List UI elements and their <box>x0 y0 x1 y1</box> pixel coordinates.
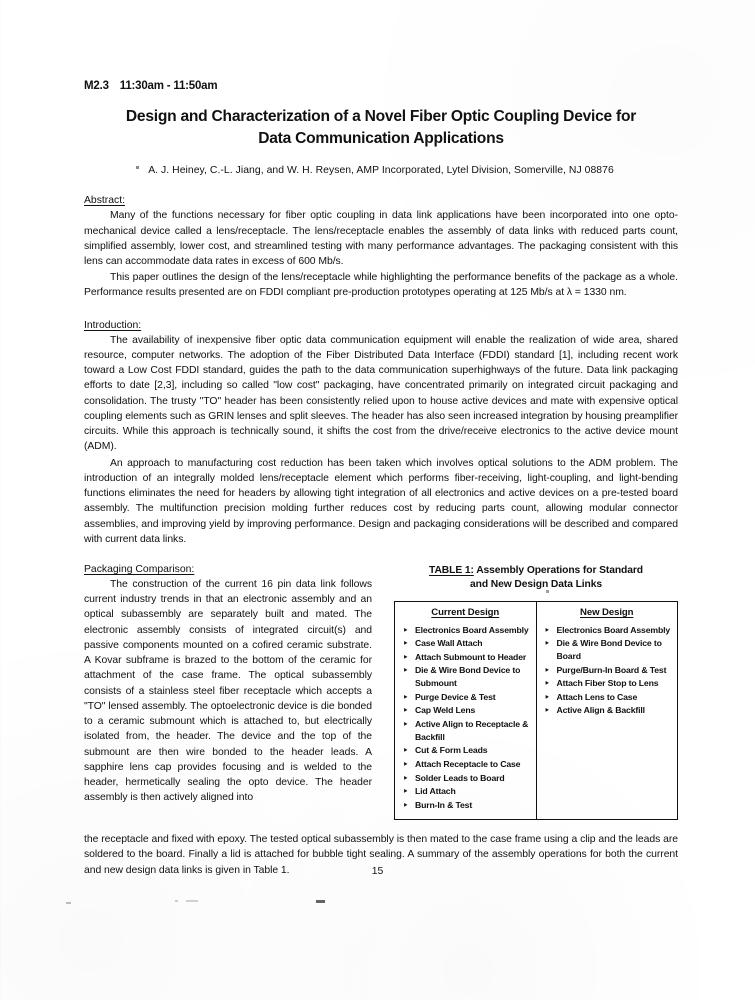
list-item <box>402 744 531 757</box>
bullet-icon: ‣ <box>403 799 408 810</box>
table1-current-design-cell <box>395 601 537 820</box>
list-item <box>402 772 531 785</box>
scan-artifact <box>136 166 139 169</box>
scan-artifact <box>546 590 549 593</box>
list-item-label: Cap Weld Lens <box>415 705 476 716</box>
list-item <box>544 704 673 717</box>
list-item-label: Active Align & Backfill <box>556 705 645 716</box>
author-affiliation-line: A. J. Heiney, C.-L. Jiang, and W. H. Reysen, AMP Incorporated, Lytel Division, Somerville, NJ 08876 <box>148 165 614 177</box>
table1-current-design-list <box>398 624 533 812</box>
table1-caption-line-1: Assembly Operations for Standard <box>476 564 643 576</box>
list-item-label: Solder Leads to Board <box>415 772 505 783</box>
list-item <box>402 691 531 704</box>
bullet-icon: ‣ <box>403 745 408 756</box>
introduction-paragraph-2: An approach to manufacturing cost reduction has been taken which involves optical solutions to the ADM problem. The introduction of an integrally molded lens/receptacle element which performs fiber-receiving, light-coupling, and light-bending functions eliminates the need for headers by allowing tight integration of all electronics and active devices on a pre-tested board assembly. The multifunction precision molding further reduces cost by reducing parts count, allowing modular connector assemblies, and improving yield by improving performance. Design and packaging considerations will be described and compared with current data links. <box>84 457 678 545</box>
bullet-icon: ‣ <box>544 705 550 716</box>
list-item-label: Case Wall Attach <box>415 638 483 649</box>
list-item-label: Attach Lens to Case <box>556 691 638 702</box>
bullet-icon: ‣ <box>403 772 408 783</box>
table1-assembly-operations <box>394 601 678 821</box>
page-title <box>84 106 678 150</box>
scan-artifact <box>186 900 198 902</box>
abstract-paragraph-1: Many of the functions necessary for fiber optic coupling in data link applications have been incorporated into one opto-mechanical device called a lens/receptacle. The lens/receptacle enables the assembly of data links with reduced parts count, simplified assembly, lower cost, and streamlined testing with many performance advantages. The packaging consistent with this lens can accommodate data rates in excess of 600 Mb/s. <box>84 210 678 267</box>
table-row <box>395 601 678 820</box>
list-item <box>402 637 531 650</box>
session-time: 11:30am - 11:50am <box>119 80 218 92</box>
list-item <box>402 758 531 771</box>
bullet-icon: ‣ <box>544 664 550 675</box>
list-item <box>544 637 673 663</box>
bullet-icon: ‣ <box>544 638 550 649</box>
list-item-label: Purge/Burn-In Board & Test <box>556 664 667 675</box>
list-item-label: Cut & Form Leads <box>415 745 488 756</box>
abstract-paragraph-2: This paper outlines the design of the lens/receptacle while highlighting the performance benefits of the package as a whole. Performance results presented are on FDDI compliant pre-production prototypes operating at 125 Mb/s at λ = 1330 nm. <box>84 272 678 299</box>
list-item-label: Attach Fiber Stop to Lens <box>556 678 659 689</box>
packaging-comparison-text-column <box>84 564 372 806</box>
packaging-comparison-columns <box>84 564 678 820</box>
table1-new-design-list <box>540 624 675 718</box>
list-item <box>402 799 531 812</box>
table1-new-design-cell <box>536 601 678 820</box>
introduction-heading: Introduction: <box>84 319 142 331</box>
table1-caption-label: TABLE 1: <box>429 564 474 576</box>
table1-current-design-header: Current Design <box>431 606 500 618</box>
list-item-label: Burn-In & Test <box>415 799 473 810</box>
list-item <box>402 624 531 637</box>
bullet-icon: ‣ <box>403 705 408 716</box>
session-line <box>84 80 678 92</box>
bullet-icon: ‣ <box>403 665 408 676</box>
bullet-icon: ‣ <box>403 638 408 649</box>
list-item-label: Die & Wire Bond Device to Submount <box>415 665 521 689</box>
scan-artifact <box>175 900 178 902</box>
packaging-comparison-heading: Packaging Comparison: <box>84 563 195 575</box>
page-content <box>84 0 678 878</box>
title-line-1: Design and Characterization of a Novel Fiber Optic Coupling Device for <box>125 108 637 125</box>
bullet-icon: ‣ <box>403 651 408 662</box>
list-item <box>402 704 531 717</box>
table1-column <box>394 564 678 820</box>
list-item <box>402 785 531 798</box>
bullet-icon: ‣ <box>403 691 408 702</box>
list-item <box>402 718 531 744</box>
scan-artifact <box>66 902 71 904</box>
session-id: M2.3 <box>84 80 109 92</box>
packaging-comparison-paragraph-1: The construction of the current 16 pin data link follows current industry trends in that an electronic assembly and an optical subassembly are separately built and mated. The electronic assembly consists of integrated circuit(s) and passive components mounted on a cofired ceramic substrate. A Kovar subframe is brazed to the bottom of the ceramic for attachment of the case frame. The optical subassembly consists of a stainless steel fiber receptacle which accepts a "TO" lensed assembly. The optoelectronic device is die bonded to a ceramic submount which is attached to, but electrically isolated from, the header. The device and the top of the submount are then wire bonded to the header leads. A sapphire lens cap provides focusing and is welded to the header, hermetically sealing the opto device. The header assembly is then actively aligned into <box>84 578 372 804</box>
bullet-icon: ‣ <box>403 786 408 797</box>
list-item <box>544 677 673 690</box>
list-item-label: Lid Attach <box>415 786 456 797</box>
bullet-icon: ‣ <box>544 624 550 635</box>
page-number: 15 <box>371 866 384 877</box>
list-item-label: Electronics Board Assembly <box>415 624 529 635</box>
scan-artifact <box>316 900 325 903</box>
bullet-icon: ‣ <box>544 678 550 689</box>
list-item <box>402 664 531 690</box>
list-item-label: Attach Receptacle to Case <box>415 759 521 770</box>
bullet-icon: ‣ <box>403 759 408 770</box>
list-item <box>402 651 531 664</box>
list-item <box>544 691 673 704</box>
table1-caption <box>394 564 678 592</box>
introduction-paragraph-1: The availability of inexpensive fiber optic data communication equipment will enable the realization of wide area, shared resource, computer networks. The adoption of the Fiber Distributed Data Interface (FDDI) standard [1], including recent work toward a Low Cost FDDI standard, guides the path to the data communication superhighways of the future. Data link packaging efforts to date [2,3], including so called "low cost" packaging, have concentrated primarily on integrated circuit packaging and consolidation. The trusty "TO" header has been consistently relied upon to house active devices and mate with expensive optical coupling elements such as GRIN lenses and split sleeves. The header has also seen increased integration by housing preamplifier circuits. While this approach is technically sound, it shifts the cost from the drive/receive electronics to the active device mount (ADM). <box>84 334 678 453</box>
bullet-icon: ‣ <box>544 691 550 702</box>
list-item <box>544 624 673 637</box>
list-item-label: Active Align to Receptacle & Backfill <box>415 718 529 742</box>
bullet-icon: ‣ <box>403 718 408 729</box>
bullet-icon: ‣ <box>403 624 408 635</box>
list-item <box>544 664 673 677</box>
title-line-2: Data Communication Applications <box>258 130 504 148</box>
list-item-label: Electronics Board Assembly <box>556 624 671 635</box>
list-item-label: Attach Submount to Header <box>415 651 527 662</box>
table1-new-design-header: New Design <box>580 606 634 618</box>
list-item-label: Purge Device & Test <box>415 691 496 702</box>
table1-caption-line-2: and New Design Data Links <box>470 578 602 590</box>
packaging-comparison-tail-paragraph: the receptacle and fixed with epoxy. The tested optical subassembly is then mated to the case frame using a clip and the leads are soldered to the board. Finally a lid is attached for bubble tight sealing. A summary of the assembly operations for both the current and new design data links is given in Table 1. <box>84 834 678 876</box>
abstract-heading: Abstract: <box>84 195 125 207</box>
list-item-label: Die & Wire Bond Device to Board <box>556 638 662 662</box>
